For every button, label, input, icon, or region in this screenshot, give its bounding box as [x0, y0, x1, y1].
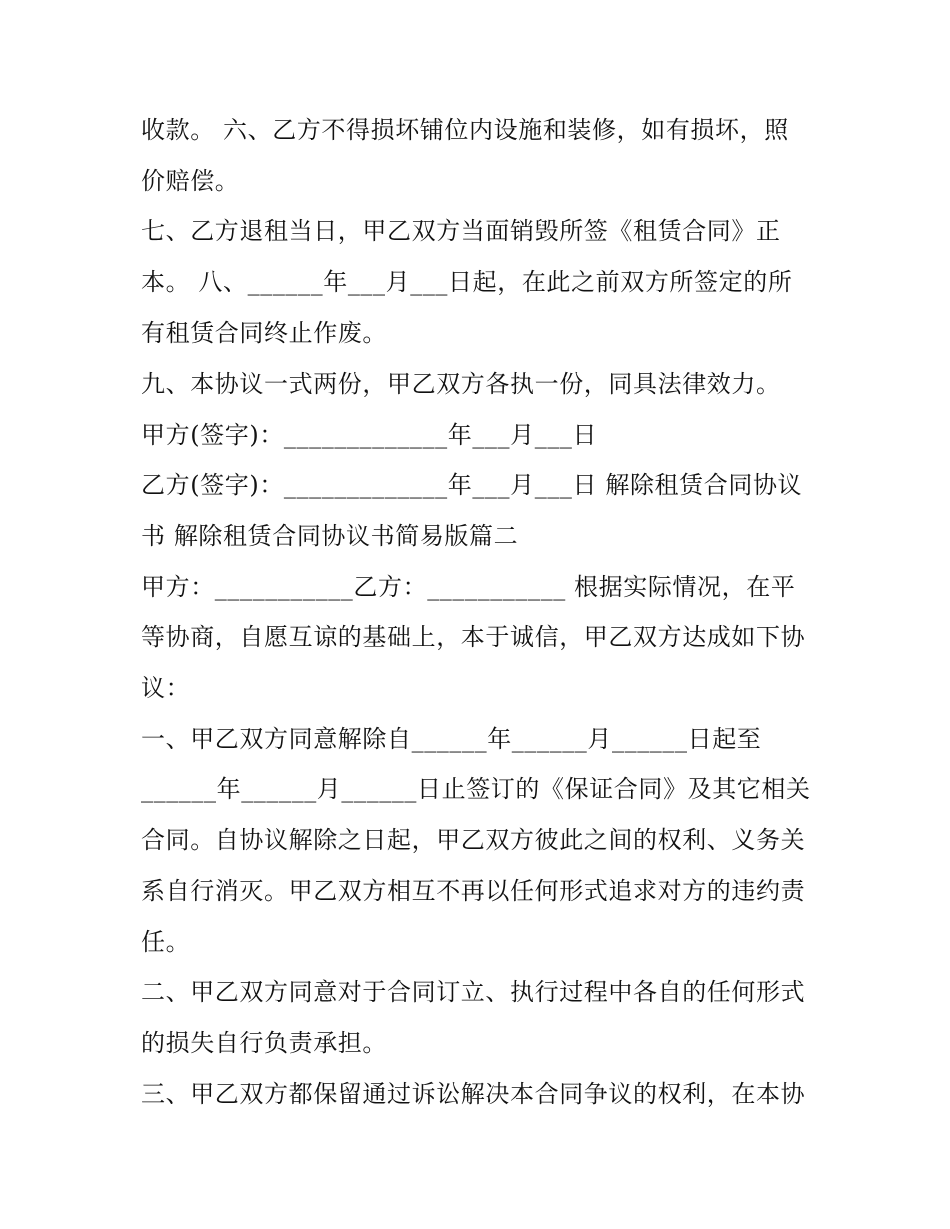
text-line: 系自行消灭。甲乙双方相互不再以任何形式追求对方的违约责 — [141, 877, 806, 905]
text-line: 二、甲乙双方同意对于合同订立、执行过程中各自的任何形式 — [141, 978, 806, 1006]
text-line: 有租赁合同终止作废。 — [141, 319, 387, 347]
text-line: 收款。 六、乙方不得损坏铺位内设施和装修，如有损坏，照 — [141, 116, 789, 144]
text-line: 任。 — [141, 928, 191, 956]
text-line: 价赔偿。 — [141, 167, 240, 195]
text-line: 合同。自协议解除之日起，甲乙双方彼此之间的权利、义务关 — [141, 826, 806, 854]
text-line: 乙方(签字)：_____________年___月___日 解除租赁合同协议 — [141, 471, 803, 499]
text-line: 九、本协议一式两份，甲乙双方各执一份，同具法律效力。 — [141, 370, 781, 398]
text-line: 本。 八、______年___月___日起，在此之前双方所签定的所 — [141, 268, 793, 296]
text-line: 甲方：___________乙方：___________ 根据实际情况，在平 — [141, 573, 796, 601]
text-line: 七、乙方退租当日，甲乙双方当面销毁所签《租赁合同》正 — [141, 217, 781, 245]
text-line: 一、甲乙双方同意解除自______年______月______日起至 — [141, 725, 762, 753]
text-line: 的损失自行负责承担。 — [141, 1029, 387, 1057]
text-line: 书 解除租赁合同协议书简易版篇二 — [141, 522, 519, 550]
text-line: 等协商，自愿互谅的基础上，本于诚信，甲乙双方达成如下协 — [141, 623, 806, 651]
text-line: 议： — [141, 674, 191, 702]
text-line: 甲方(签字)：_____________年___月___日 — [141, 421, 598, 449]
text-line: 三、甲乙双方都保留通过诉讼解决本合同争议的权利，在本协 — [141, 1080, 806, 1108]
text-line: ______年______月______日止签订的《保证合同》及其它相关 — [141, 775, 811, 803]
